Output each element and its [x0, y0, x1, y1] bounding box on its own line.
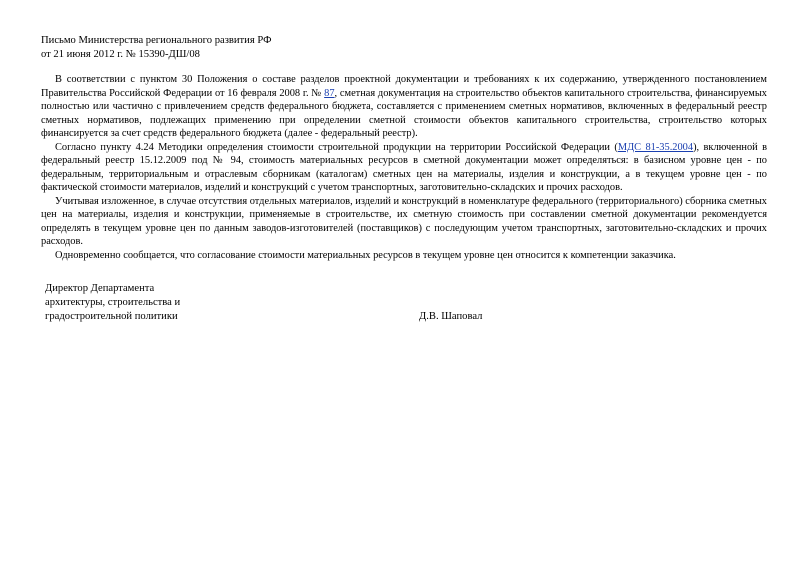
signature-position-line-1: Директор Департамента [45, 283, 155, 294]
paragraph-2-text-after: ), включенной в федеральный реестр 15.12.2009 под № 94, стоимость материальных ресурсов в сметной документации может определяться: в базисном уровне цен - по федеральным, территориальным и отраслевым сборникам (каталогам) сметных цен на материалы, изделия и конструкции, а в текущем уровне цен - по фактической стоимости материалов, изделий и конструкций с учетом транспортных, заготовительно-складских и прочих расходов. [41, 141, 767, 193]
paragraph-2 [41, 141, 767, 195]
paragraph-4: Одновременно сообщается, что согласование стоимости материальных ресурсов в текущем уровне цен относится к компетенции заказчика. [55, 249, 676, 261]
signatory-name: Д.В. Шаповал [419, 311, 483, 322]
paragraph-3: Учитывая изложенное, в случае отсутствия отдельных материалов, изделий и конструкций в номенклатуре федерального (территориального) сборника сметных цен на материалы, изделия и конструкции, применяемые в строительстве, их сметную стоимость при составлении сметной документации рекомендуется определять в текущем уровне цен по данным заводов-изготовителей (поставщиков) с последующим учетом транспортных, заготовительно-складских и прочих расходов. [41, 195, 767, 247]
document-date-line: от 21 июня 2012 г. № 15390-ДШ/08 [41, 49, 200, 60]
document-body [41, 73, 767, 262]
signature-position-line-2: архитектуры, строительства и [45, 297, 181, 308]
document-title: Письмо Министерства регионального развития РФ [41, 35, 272, 46]
signature-position-line-3: градостроительной политики [45, 311, 178, 322]
signature-block [45, 282, 605, 324]
mds-81-35-2004-link[interactable]: МДС 81-35.2004 [617, 141, 694, 153]
document-heading [41, 34, 541, 62]
paragraph-1-text-after: , сметная документация на строительство объектов капитального строительства, финансируемых полностью или частично с привлечением средств федерального бюджета, составляется с применением сметных нормативов, включенных в федеральный реестр сметных нормативов, подлежащих применению при определении сметной стоимости объектов капитального строительства, строительство которых финансируется за счет средств федерального бюджета (далее - федеральный реестр). [41, 87, 767, 139]
paragraph-1 [41, 73, 767, 141]
paragraph-2-text-before: Согласно пункту 4.24 Методики определения стоимости строительной продукции на территории Российской Федерации ( [55, 141, 618, 153]
resolution-87-link[interactable]: 87 [324, 87, 335, 99]
paragraph-1-text-before: В соответствии с пунктом 30 Положения о составе разделов проектной документации и требованиях к их содержанию, утвержденного постановлением Правительства Российской Федерации от 16 февраля 2008 г. № [41, 74, 767, 99]
